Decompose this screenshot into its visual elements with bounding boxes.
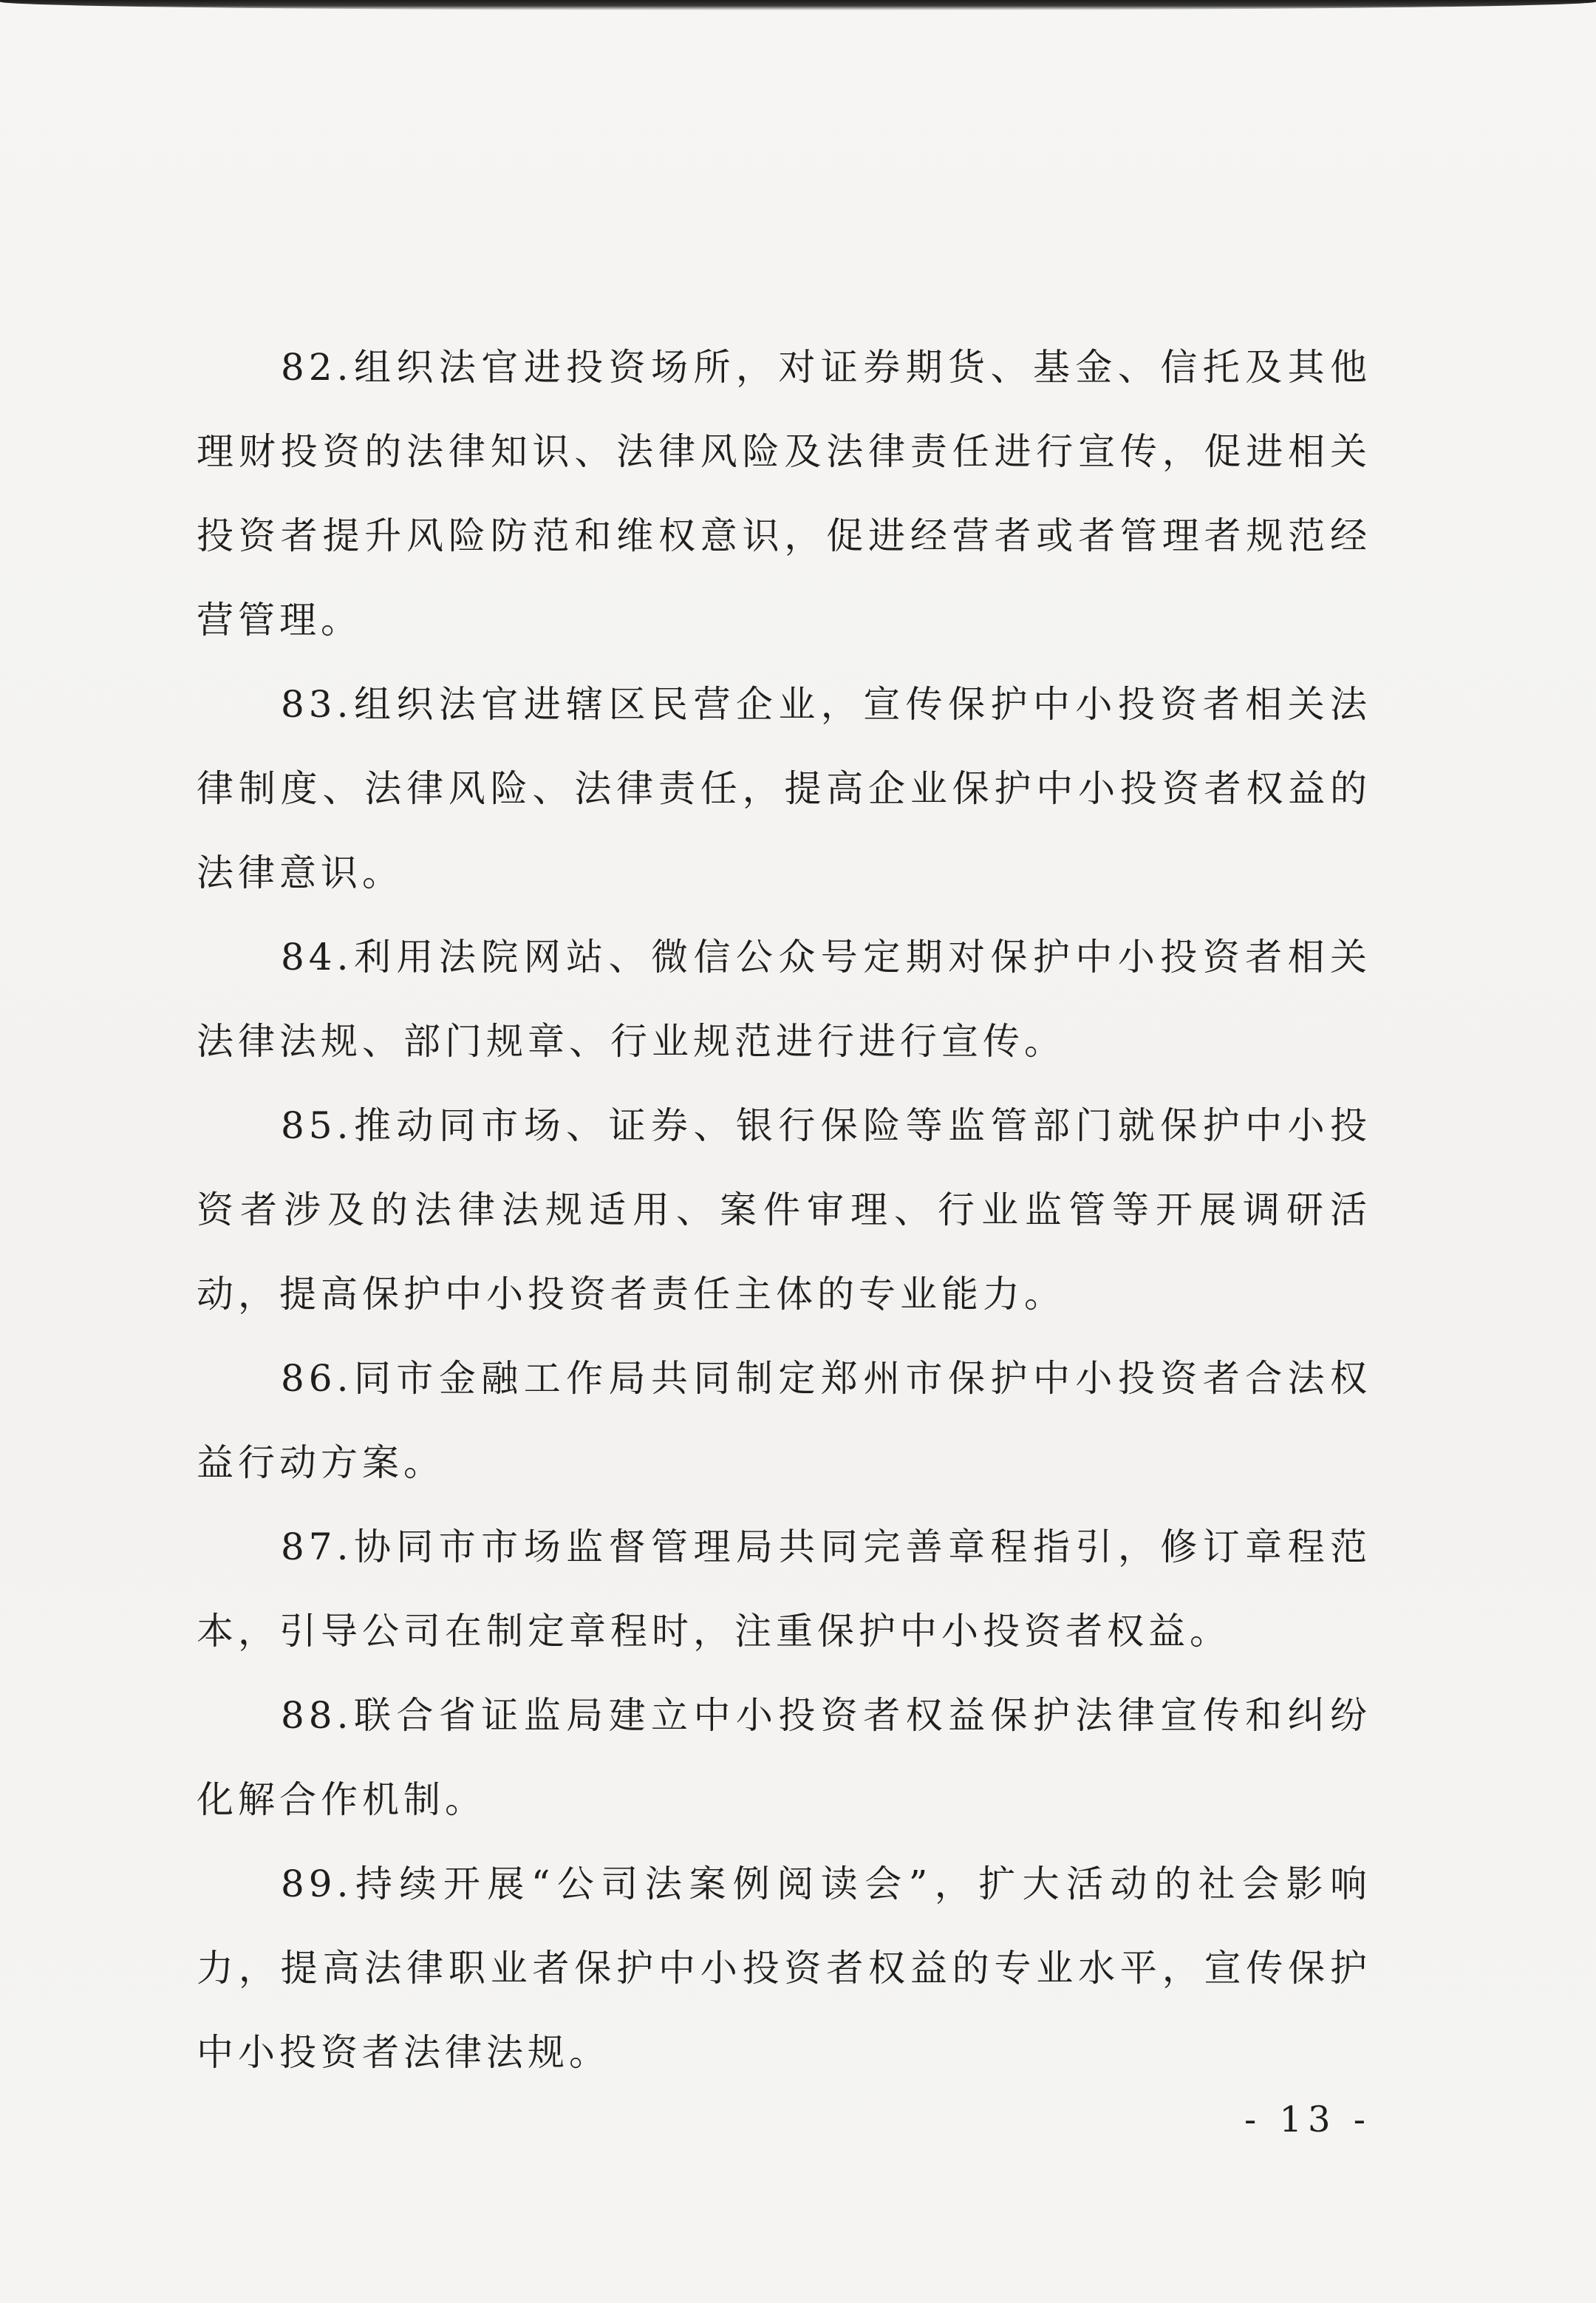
page-number: - 13 - [1244, 2099, 1372, 2140]
paragraph-87: 87.协同市市场监督管理局共同完善章程指引，修订章程范本，引导公司在制定章程时，注重保护中小投资者权益。 [197, 1525, 1371, 1653]
scan-edge [0, 0, 1596, 10]
paragraph-85: 85.推动同市场、证券、银行保险等监管部门就保护中小投资者涉及的法律法规适用、案件审理、行业监管等开展调研活动，提高保护中小投资者责任主体的专业能力。 [197, 1104, 1371, 1316]
document-body [197, 325, 1371, 2095]
paragraph-86: 86.同市金融工作局共同制定郑州市保护中小投资者合法权益行动方案。 [197, 1357, 1371, 1484]
paragraph-88: 88.联合省证监局建立中小投资者权益保护法律宣传和纠纷化解合作机制。 [197, 1694, 1371, 1821]
paragraph-89: 89.持续开展“公司法案例阅读会”，扩大活动的社会影响力，提高法律职业者保护中小投资者权益的专业水平，宣传保护中小投资者法律法规。 [197, 1863, 1371, 2074]
paragraph-84: 84.利用法院网站、微信公众号定期对保护中小投资者相关法律法规、部门规章、行业规范进行进行宣传。 [197, 936, 1371, 1063]
paragraph-83: 83.组织法官进辖区民营企业，宣传保护中小投资者相关法律制度、法律风险、法律责任，提高企业保护中小投资者权益的法律意识。 [197, 683, 1371, 894]
paragraph-82: 82.组织法官进投资场所，对证券期货、基金、信托及其他理财投资的法律知识、法律风险及法律责任进行宣传，促进相关投资者提升风险防范和维权意识，促进经营者或者管理者规范经营管理。 [197, 346, 1371, 642]
